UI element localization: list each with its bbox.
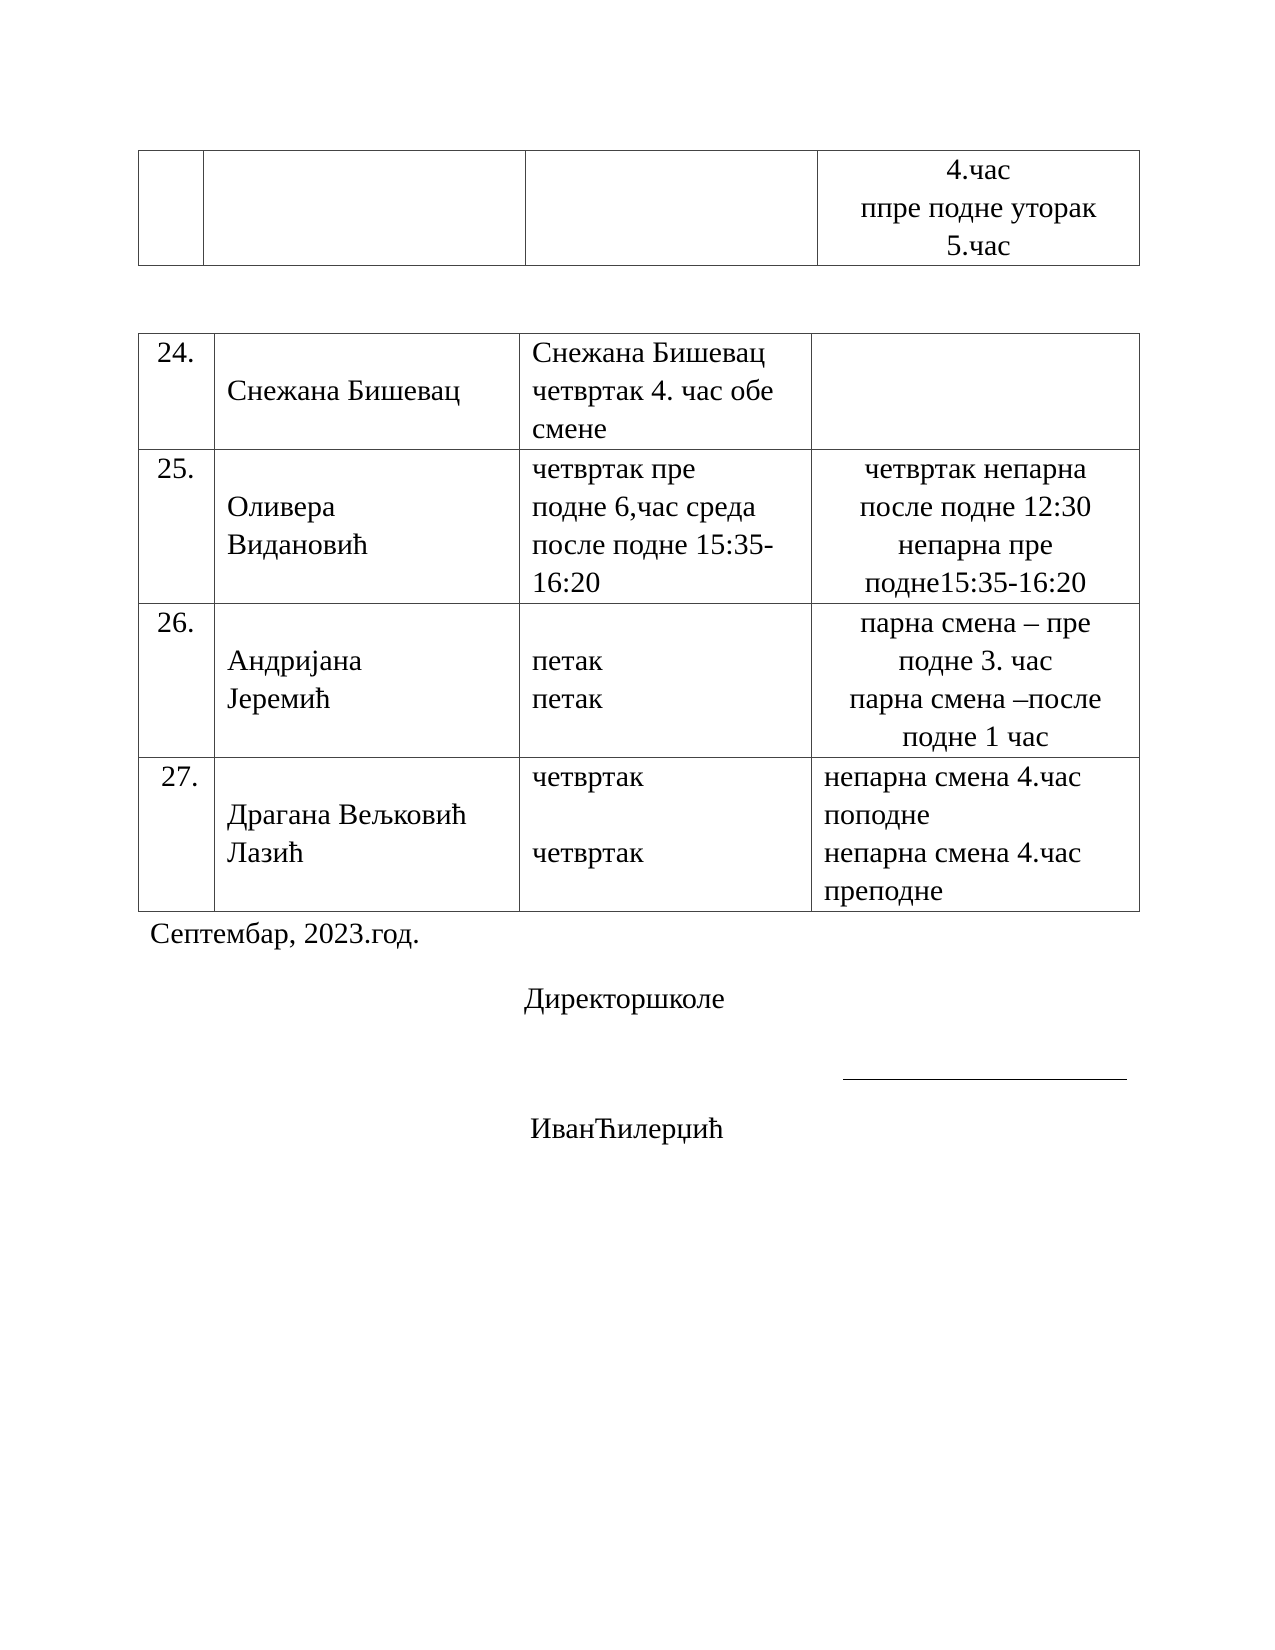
- document-date: Септембар, 2023.год.: [150, 917, 420, 950]
- shift-cell: [812, 334, 1140, 450]
- shift-cell: [812, 604, 1140, 758]
- cell-line: петак: [532, 644, 603, 677]
- schedule-table: [138, 333, 1140, 912]
- cell-line: Снежана Бишевац: [227, 374, 461, 407]
- teacher-name: [215, 450, 520, 604]
- cell-line: подне 1 час: [902, 720, 1049, 753]
- cell-line: парна смена – пре: [860, 606, 1091, 639]
- shift-cell: [812, 450, 1140, 604]
- cell-line: Оливера: [227, 490, 336, 523]
- director-name: ИванЋилерџић: [530, 1112, 724, 1145]
- teacher-name: [215, 604, 520, 758]
- time-cell: [520, 334, 812, 450]
- cell-line: Снежана Бишевац: [532, 336, 766, 369]
- cell-line: после подне 12:30: [859, 490, 1092, 523]
- cell-line: ппре подне уторак: [860, 191, 1097, 224]
- cell-line: смене: [532, 412, 607, 445]
- cell-line: Драгана Вељковић: [227, 798, 467, 831]
- cell-line: преподне: [824, 874, 944, 907]
- shift-cell: [812, 758, 1140, 912]
- teacher-name: [215, 334, 520, 450]
- time-cell: [520, 450, 812, 604]
- teacher-name: [215, 758, 520, 912]
- number-cell: [139, 151, 204, 266]
- cell-line: непарна смена 4.час: [824, 836, 1082, 869]
- shift-cell: [818, 151, 1140, 266]
- table-row: [139, 334, 1140, 450]
- row-number: 27.: [139, 758, 215, 912]
- cell-line: четвртак пре: [532, 452, 696, 485]
- row-number: 25.: [139, 450, 215, 604]
- cell-line: подне 3. час: [898, 644, 1053, 677]
- continuation-table: [138, 150, 1140, 266]
- cell-line: 4.час: [946, 153, 1011, 186]
- cell-line: 5.час: [946, 229, 1011, 262]
- cell-line: Видановић: [227, 528, 368, 561]
- time-cell: [526, 151, 818, 266]
- table-row: [139, 604, 1140, 758]
- cell-line: непарна пре: [898, 528, 1053, 561]
- cell-line: после подне 15:35-: [532, 528, 774, 561]
- director-title: Директоршколе: [524, 982, 725, 1015]
- line-gap: [532, 796, 811, 834]
- table-row: [139, 758, 1140, 912]
- time-cell: [520, 604, 812, 758]
- cell-line: петак: [532, 682, 603, 715]
- table-row: [139, 151, 1140, 266]
- cell-line: четвртак: [532, 836, 644, 869]
- cell-line: непарна смена 4.час: [824, 760, 1082, 793]
- cell-line: подне15:35-16:20: [864, 566, 1087, 599]
- name-cell: [204, 151, 526, 266]
- cell-line: подне 6,час среда: [532, 490, 756, 523]
- cell-line: парна смена –после: [849, 682, 1102, 715]
- cell-line: четвртак 4. час обе: [532, 374, 774, 407]
- time-cell: [520, 758, 812, 912]
- row-number: 24.: [139, 334, 215, 450]
- cell-line: 16:20: [532, 566, 601, 599]
- cell-line: Андријана: [227, 644, 363, 677]
- cell-line: Јеремић: [227, 682, 331, 715]
- cell-line: Лазић: [227, 836, 304, 869]
- table-row: [139, 450, 1140, 604]
- cell-line: четвртак: [532, 760, 644, 793]
- cell-line: четвртак непарна: [864, 452, 1087, 485]
- row-number: 26.: [139, 604, 215, 758]
- cell-line: поподне: [824, 798, 930, 831]
- signature-line: [843, 1079, 1127, 1080]
